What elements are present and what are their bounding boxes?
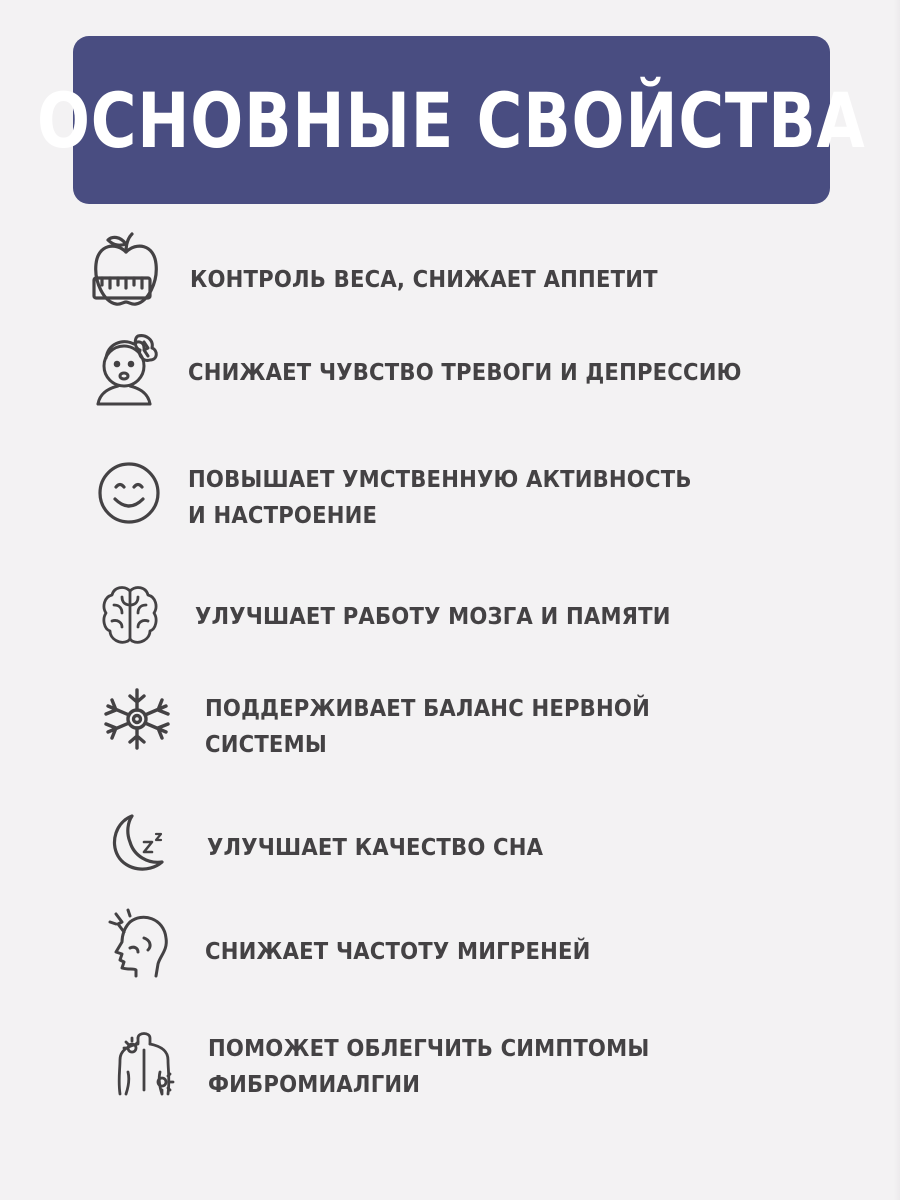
feature-text: СНИЖАЕТ ЧУВСТВО ТРЕВОГИ И ДЕПРЕССИЮ [188,360,742,386]
headache-head-icon [108,908,170,978]
feature-text: ПОМОЖЕТ ОБЛЕГЧИТЬ СИМПТОМЫ ФИБРОМИАЛГИИ [208,1036,650,1098]
smiley-face-icon [96,460,162,526]
back-pain-icon [112,1030,180,1100]
feature-text: УЛУЧШАЕТ КАЧЕСТВО СНА [207,835,544,861]
feature-text: КОНТРОЛЬ ВЕСА, СНИЖАЕТ АППЕТИТ [190,267,658,293]
feature-text: СНИЖАЕТ ЧАСТОТУ МИГРЕНЕЙ [205,939,591,965]
page-title: ОСНОВНЫЕ СВОЙСТВА [37,75,866,165]
moon-sleep-icon [108,812,172,876]
anxious-person-icon [94,332,164,406]
feature-text: ПОДДЕРЖИВАЕТ БАЛАНС НЕРВНОЙ СИСТЕМЫ [205,696,650,758]
brain-icon [102,585,158,647]
feature-text: ПОВЫШАЕТ УМСТВЕННУЮ АКТИВНОСТЬ И НАСТРОЕНИЕ [188,467,692,529]
neuron-icon [102,684,172,754]
title-banner [37,36,866,204]
page-edge-shadow [894,0,900,1200]
feature-text: УЛУЧШАЕТ РАБОТУ МОЗГА И ПАМЯТИ [195,604,671,630]
apple-measuring-tape-icon [90,230,162,308]
